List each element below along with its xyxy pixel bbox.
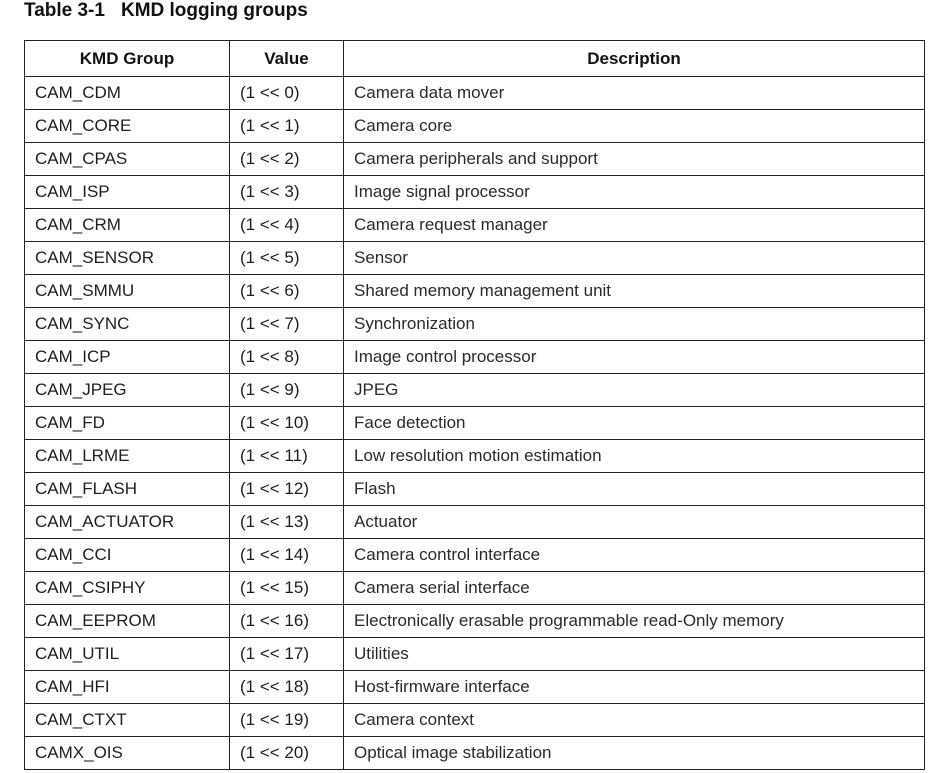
description-cell: JPEG bbox=[344, 374, 925, 407]
group-cell: CAM_ISP bbox=[25, 176, 230, 209]
value-cell: (1 << 16) bbox=[230, 605, 344, 638]
value-cell: (1 << 14) bbox=[230, 539, 344, 572]
group-cell: CAM_CPAS bbox=[25, 143, 230, 176]
description-cell: Actuator bbox=[344, 506, 925, 539]
header-value: Value bbox=[230, 41, 344, 77]
value-cell: (1 << 5) bbox=[230, 242, 344, 275]
group-cell: CAM_CSIPHY bbox=[25, 572, 230, 605]
group-cell: CAM_SENSOR bbox=[25, 242, 230, 275]
value-cell: (1 << 8) bbox=[230, 341, 344, 374]
value-cell: (1 << 20) bbox=[230, 737, 344, 770]
description-cell: Camera request manager bbox=[344, 209, 925, 242]
group-cell: CAM_EEPROM bbox=[25, 605, 230, 638]
value-cell: (1 << 1) bbox=[230, 110, 344, 143]
table-row bbox=[25, 308, 925, 341]
value-cell: (1 << 0) bbox=[230, 77, 344, 110]
table-row bbox=[25, 704, 925, 737]
group-cell: CAM_FLASH bbox=[25, 473, 230, 506]
table-row bbox=[25, 110, 925, 143]
description-cell: Flash bbox=[344, 473, 925, 506]
table-title: KMD logging groups bbox=[120, 0, 308, 21]
description-cell: Host-firmware interface bbox=[344, 671, 925, 704]
description-cell: Camera serial interface bbox=[344, 572, 925, 605]
description-cell: Camera peripherals and support bbox=[344, 143, 925, 176]
description-cell: Camera data mover bbox=[344, 77, 925, 110]
group-cell: CAM_CDM bbox=[25, 77, 230, 110]
value-cell: (1 << 4) bbox=[230, 209, 344, 242]
description-cell: Camera control interface bbox=[344, 539, 925, 572]
group-cell: CAM_CORE bbox=[25, 110, 230, 143]
header-row bbox=[25, 41, 925, 77]
table-row bbox=[25, 143, 925, 176]
table-row bbox=[25, 176, 925, 209]
header-description: Description bbox=[344, 41, 925, 77]
table-number: Table 3-1 bbox=[24, 0, 105, 21]
table-row bbox=[25, 605, 925, 638]
value-cell: (1 << 18) bbox=[230, 671, 344, 704]
description-cell: Low resolution motion estimation bbox=[344, 440, 925, 473]
value-cell: (1 << 15) bbox=[230, 572, 344, 605]
value-cell: (1 << 9) bbox=[230, 374, 344, 407]
table-header bbox=[25, 41, 925, 77]
group-cell: CAM_ICP bbox=[25, 341, 230, 374]
description-cell: Optical image stabilization bbox=[344, 737, 925, 770]
value-cell: (1 << 11) bbox=[230, 440, 344, 473]
table-row bbox=[25, 407, 925, 440]
value-cell: (1 << 2) bbox=[230, 143, 344, 176]
value-cell: (1 << 17) bbox=[230, 638, 344, 671]
table-caption bbox=[24, 0, 308, 22]
table-row bbox=[25, 737, 925, 770]
description-cell: Synchronization bbox=[344, 308, 925, 341]
header-kmd-group: KMD Group bbox=[25, 41, 230, 77]
table-row bbox=[25, 341, 925, 374]
description-cell: Image signal processor bbox=[344, 176, 925, 209]
description-cell: Face detection bbox=[344, 407, 925, 440]
table-row bbox=[25, 638, 925, 671]
kmd-logging-groups-table bbox=[24, 40, 925, 770]
group-cell: CAM_CTXT bbox=[25, 704, 230, 737]
value-cell: (1 << 12) bbox=[230, 473, 344, 506]
table-row bbox=[25, 275, 925, 308]
table-row bbox=[25, 374, 925, 407]
table-body bbox=[25, 77, 925, 770]
description-cell: Sensor bbox=[344, 242, 925, 275]
group-cell: CAM_UTIL bbox=[25, 638, 230, 671]
value-cell: (1 << 6) bbox=[230, 275, 344, 308]
group-cell: CAM_CRM bbox=[25, 209, 230, 242]
group-cell: CAM_SMMU bbox=[25, 275, 230, 308]
group-cell: CAM_CCI bbox=[25, 539, 230, 572]
group-cell: CAM_HFI bbox=[25, 671, 230, 704]
value-cell: (1 << 10) bbox=[230, 407, 344, 440]
table-row bbox=[25, 572, 925, 605]
group-cell: CAMX_OIS bbox=[25, 737, 230, 770]
group-cell: CAM_SYNC bbox=[25, 308, 230, 341]
table-row bbox=[25, 506, 925, 539]
table-row bbox=[25, 77, 925, 110]
description-cell: Camera core bbox=[344, 110, 925, 143]
description-cell: Image control processor bbox=[344, 341, 925, 374]
group-cell: CAM_JPEG bbox=[25, 374, 230, 407]
table-row bbox=[25, 671, 925, 704]
value-cell: (1 << 7) bbox=[230, 308, 344, 341]
value-cell: (1 << 3) bbox=[230, 176, 344, 209]
description-cell: Utilities bbox=[344, 638, 925, 671]
description-cell: Shared memory management unit bbox=[344, 275, 925, 308]
description-cell: Electronically erasable programmable read-Only memory bbox=[344, 605, 925, 638]
table-row bbox=[25, 242, 925, 275]
description-cell: Camera context bbox=[344, 704, 925, 737]
table-row bbox=[25, 473, 925, 506]
table-row bbox=[25, 440, 925, 473]
value-cell: (1 << 19) bbox=[230, 704, 344, 737]
table-row bbox=[25, 539, 925, 572]
group-cell: CAM_LRME bbox=[25, 440, 230, 473]
group-cell: CAM_ACTUATOR bbox=[25, 506, 230, 539]
table-row bbox=[25, 209, 925, 242]
group-cell: CAM_FD bbox=[25, 407, 230, 440]
value-cell: (1 << 13) bbox=[230, 506, 344, 539]
